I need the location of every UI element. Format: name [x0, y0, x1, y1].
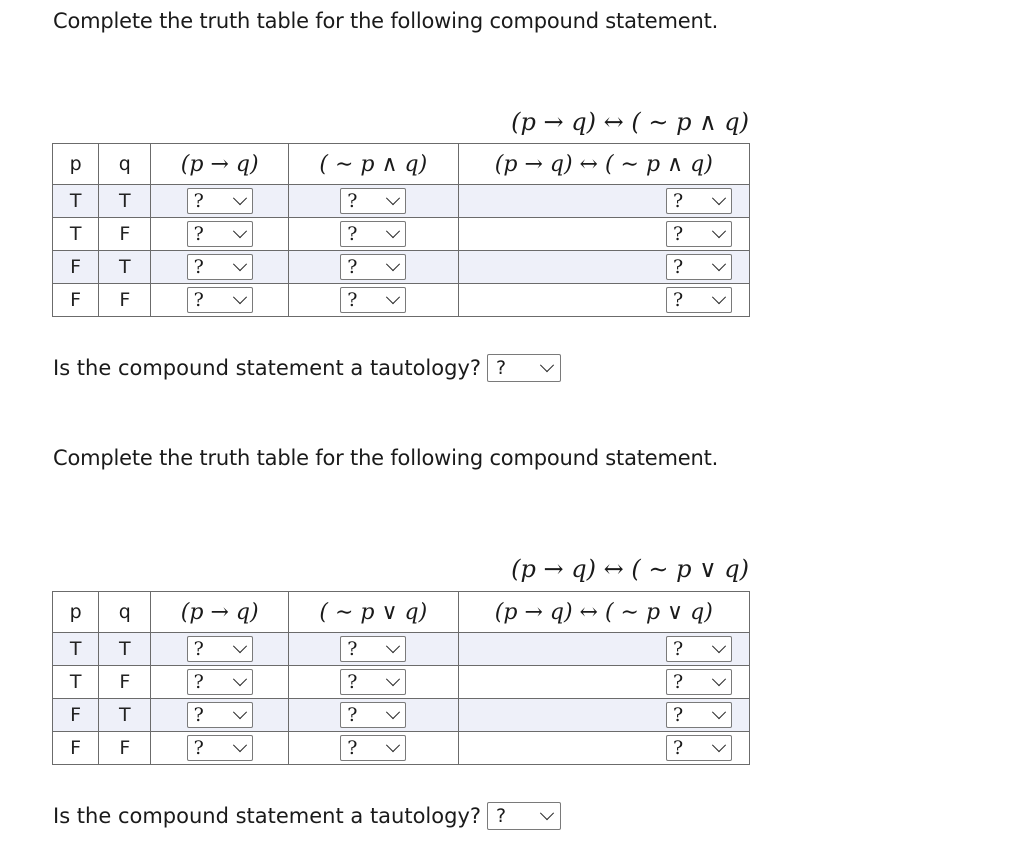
dropdown-value: ? — [347, 638, 358, 660]
truth-table — [52, 591, 750, 765]
dropdown-value: ? — [193, 190, 204, 212]
dropdown-value: ? — [347, 704, 358, 726]
chevron-down-icon — [386, 705, 400, 719]
cell-p: F — [53, 732, 99, 765]
table-header-row — [53, 144, 750, 185]
truth-value-dropdown[interactable] — [340, 221, 406, 247]
tautology-question-label: Is the compound statement a tautology? — [53, 356, 482, 380]
chevron-down-icon — [712, 738, 726, 752]
dropdown-value: ? — [193, 289, 204, 311]
truth-value-dropdown[interactable] — [187, 735, 253, 761]
tautology-question — [53, 354, 561, 382]
truth-value-dropdown[interactable] — [666, 636, 732, 662]
truth-value-dropdown[interactable] — [666, 735, 732, 761]
cell-p: T — [53, 666, 99, 699]
dropdown-value: ? — [193, 737, 204, 759]
table-row — [53, 284, 750, 317]
cell-q: T — [99, 185, 151, 218]
column-header-implication: (p → q) — [151, 144, 289, 185]
truth-value-dropdown[interactable] — [340, 287, 406, 313]
column-header-p: p — [53, 592, 99, 633]
truth-value-dropdown[interactable] — [340, 702, 406, 728]
chevron-down-icon — [712, 672, 726, 686]
truth-value-dropdown[interactable] — [187, 287, 253, 313]
dropdown-value: ? — [673, 704, 684, 726]
cell-q: T — [99, 633, 151, 666]
dropdown-value: ? — [193, 704, 204, 726]
chevron-down-icon — [386, 290, 400, 304]
chevron-down-icon — [233, 224, 247, 238]
instruction-text: Complete the truth table for the following compound statement. — [53, 9, 719, 33]
column-header-biconditional: (p → q) ↔ ( ∼ p ∧ q) — [458, 144, 749, 185]
truth-value-dropdown[interactable] — [340, 636, 406, 662]
column-header-disjunction: ( ∼ p ∨ q) — [289, 592, 459, 633]
instruction-text: Complete the truth table for the following compound statement. — [53, 446, 719, 470]
table-header-row — [53, 592, 750, 633]
cell-q: T — [99, 251, 151, 284]
chevron-down-icon — [712, 257, 726, 271]
truth-value-dropdown[interactable] — [666, 669, 732, 695]
chevron-down-icon — [233, 191, 247, 205]
cell-p: F — [53, 699, 99, 732]
column-header-conjunction: ( ∼ p ∧ q) — [289, 144, 459, 185]
cell-q: F — [99, 284, 151, 317]
dropdown-value: ? — [673, 638, 684, 660]
cell-p: F — [53, 251, 99, 284]
chevron-down-icon — [386, 257, 400, 271]
dropdown-value: ? — [673, 289, 684, 311]
dropdown-value: ? — [347, 256, 358, 278]
tautology-dropdown[interactable] — [487, 802, 561, 830]
dropdown-value: ? — [673, 737, 684, 759]
chevron-down-icon — [386, 191, 400, 205]
truth-value-dropdown[interactable] — [187, 188, 253, 214]
chevron-down-icon — [386, 639, 400, 653]
truth-value-dropdown[interactable] — [187, 702, 253, 728]
cell-q: T — [99, 699, 151, 732]
chevron-down-icon — [712, 191, 726, 205]
truth-value-dropdown[interactable] — [340, 669, 406, 695]
chevron-down-icon — [540, 358, 554, 372]
column-header-biconditional: (p → q) ↔ ( ∼ p ∨ q) — [458, 592, 749, 633]
chevron-down-icon — [712, 224, 726, 238]
truth-table — [52, 143, 750, 317]
truth-value-dropdown[interactable] — [187, 636, 253, 662]
column-header-q: q — [99, 144, 151, 185]
table-row — [53, 732, 750, 765]
dropdown-value: ? — [347, 190, 358, 212]
dropdown-value: ? — [347, 671, 358, 693]
chevron-down-icon — [712, 639, 726, 653]
cell-p: F — [53, 284, 99, 317]
table-row — [53, 185, 750, 218]
chevron-down-icon — [386, 224, 400, 238]
dropdown-value: ? — [193, 671, 204, 693]
truth-value-dropdown[interactable] — [666, 221, 732, 247]
dropdown-value: ? — [496, 357, 507, 379]
chevron-down-icon — [386, 672, 400, 686]
column-header-p: p — [53, 144, 99, 185]
cell-q: F — [99, 732, 151, 765]
table-row — [53, 633, 750, 666]
dropdown-value: ? — [193, 223, 204, 245]
dropdown-value: ? — [347, 223, 358, 245]
tautology-question — [53, 802, 561, 830]
formula-display: (p → q) ↔ ( ∼ p ∨ q) — [511, 555, 749, 583]
chevron-down-icon — [540, 806, 554, 820]
chevron-down-icon — [233, 672, 247, 686]
truth-value-dropdown[interactable] — [666, 188, 732, 214]
chevron-down-icon — [233, 738, 247, 752]
chevron-down-icon — [233, 290, 247, 304]
dropdown-value: ? — [673, 223, 684, 245]
truth-value-dropdown[interactable] — [187, 669, 253, 695]
truth-value-dropdown[interactable] — [666, 702, 732, 728]
chevron-down-icon — [712, 705, 726, 719]
cell-p: T — [53, 633, 99, 666]
truth-value-dropdown[interactable] — [340, 254, 406, 280]
chevron-down-icon — [233, 257, 247, 271]
table-row — [53, 251, 750, 284]
formula-display: (p → q) ↔ ( ∼ p ∧ q) — [511, 108, 749, 136]
cell-p: T — [53, 185, 99, 218]
truth-value-dropdown[interactable] — [666, 287, 732, 313]
cell-q: F — [99, 218, 151, 251]
tautology-question-label: Is the compound statement a tautology? — [53, 804, 482, 828]
truth-value-dropdown[interactable] — [666, 254, 732, 280]
tautology-dropdown[interactable] — [487, 354, 561, 382]
column-header-q: q — [99, 592, 151, 633]
dropdown-value: ? — [673, 256, 684, 278]
column-header-implication: (p → q) — [151, 592, 289, 633]
dropdown-value: ? — [673, 671, 684, 693]
cell-p: T — [53, 218, 99, 251]
chevron-down-icon — [233, 705, 247, 719]
table-row — [53, 699, 750, 732]
dropdown-value: ? — [193, 256, 204, 278]
cell-q: F — [99, 666, 151, 699]
table-row — [53, 218, 750, 251]
truth-value-dropdown[interactable] — [340, 735, 406, 761]
dropdown-value: ? — [347, 737, 358, 759]
truth-value-dropdown[interactable] — [187, 221, 253, 247]
dropdown-value: ? — [673, 190, 684, 212]
chevron-down-icon — [386, 738, 400, 752]
dropdown-value: ? — [193, 638, 204, 660]
truth-value-dropdown[interactable] — [187, 254, 253, 280]
chevron-down-icon — [712, 290, 726, 304]
dropdown-value: ? — [347, 289, 358, 311]
chevron-down-icon — [233, 639, 247, 653]
table-row — [53, 666, 750, 699]
dropdown-value: ? — [496, 805, 507, 827]
truth-value-dropdown[interactable] — [340, 188, 406, 214]
